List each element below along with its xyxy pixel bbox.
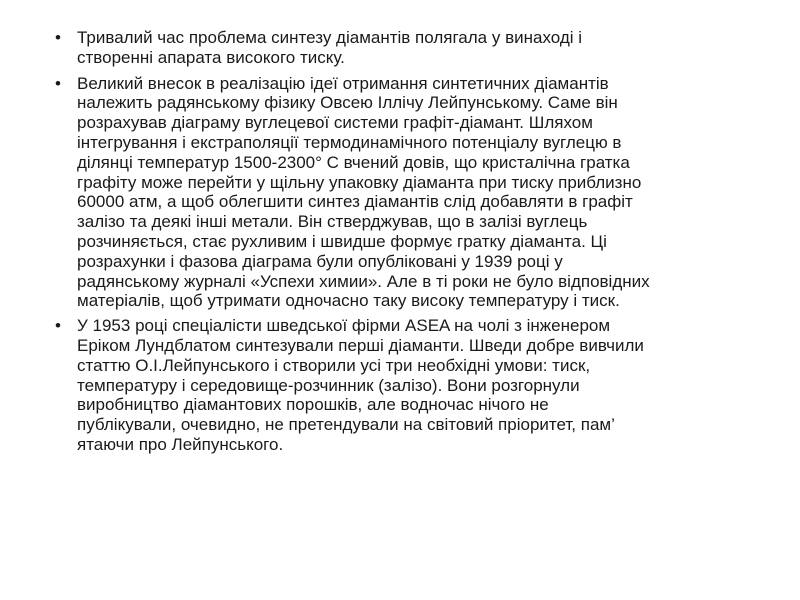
bullet-text-line: Великий внесок в реалізацію ідеї отримання синтетичних діамантів	[77, 73, 609, 93]
bullet-text-line: Тривалий час проблема синтезу діамантів полягала у винаході і	[77, 28, 583, 47]
bullet-text-line: температуру і середовище-розчинник (залізо). Вони розгорнули	[77, 375, 580, 395]
bullet-text-line: графіту може перейти у щільну упаковку діаманта при тиску приблизно	[77, 172, 642, 192]
bullet-item	[55, 74, 745, 312]
bullet-text-line: створенні апарата високого тиску.	[77, 47, 345, 67]
bullet-text-line: Еріком Лундблатом синтезували перші діаманти. Шведи добре вивчили	[77, 335, 644, 355]
bullet-item	[55, 28, 745, 68]
bullet-text-line: радянському журналі «Успехи химии». Але в ті роки не було відповідних	[77, 271, 650, 291]
bullet-text-line: залізо та деякі інші метали. Він стверджував, що в залізі вуглець	[77, 212, 588, 232]
bullet-text-line: інтегрування і екстраполяції термодинамічного потенціалу вуглецю в	[77, 132, 622, 152]
bullet-text-line: матеріалів, щоб утримати одночасно таку високу температуру і тиск.	[77, 291, 620, 311]
bullet-text-line: статтю О.І.Лейпунського і створили усі три необхідні умови: тиск,	[77, 355, 591, 375]
bullet-list	[55, 28, 745, 455]
bullet-text-line: У 1953 році спеціалісти шведської фірми ASEA на чолі з інженером	[77, 316, 611, 336]
bullet-text-line: публікували, очевидно, не претендували на світовий пріоритет, пам’	[77, 415, 615, 435]
bullet-text-line: 60000 атм, а щоб облегшити синтез діамантів слід добавляти в графіт	[77, 192, 633, 212]
bullet-text-line: виробництво діамантових порошків, але водночас нічого не	[77, 395, 549, 415]
bullet-text-line: розрахунки і фазова діаграма були опубліковані у 1939 році у	[77, 251, 563, 271]
bullet-text-line: належить радянському фізику Овсею Іллічу Лейпунському. Саме він	[77, 93, 618, 113]
bullet-text-line: ятаючи про Лейпунського.	[77, 434, 284, 454]
bullet-dot-icon: •	[55, 316, 61, 336]
bullet-item	[55, 316, 745, 455]
bullet-text-line: розчиняється, стає рухливим і швидше формує гратку діаманта. Ці	[77, 231, 607, 251]
bullet-dot-icon: •	[55, 28, 61, 47]
bullet-text-line: розрахував діаграму вуглецевої системи графіт-діамант. Шляхом	[77, 113, 593, 133]
bullet-dot-icon: •	[55, 73, 61, 93]
bullet-text-line: ділянці температур 1500-2300° С вчений довів, що кристалічна гратка	[77, 152, 630, 172]
